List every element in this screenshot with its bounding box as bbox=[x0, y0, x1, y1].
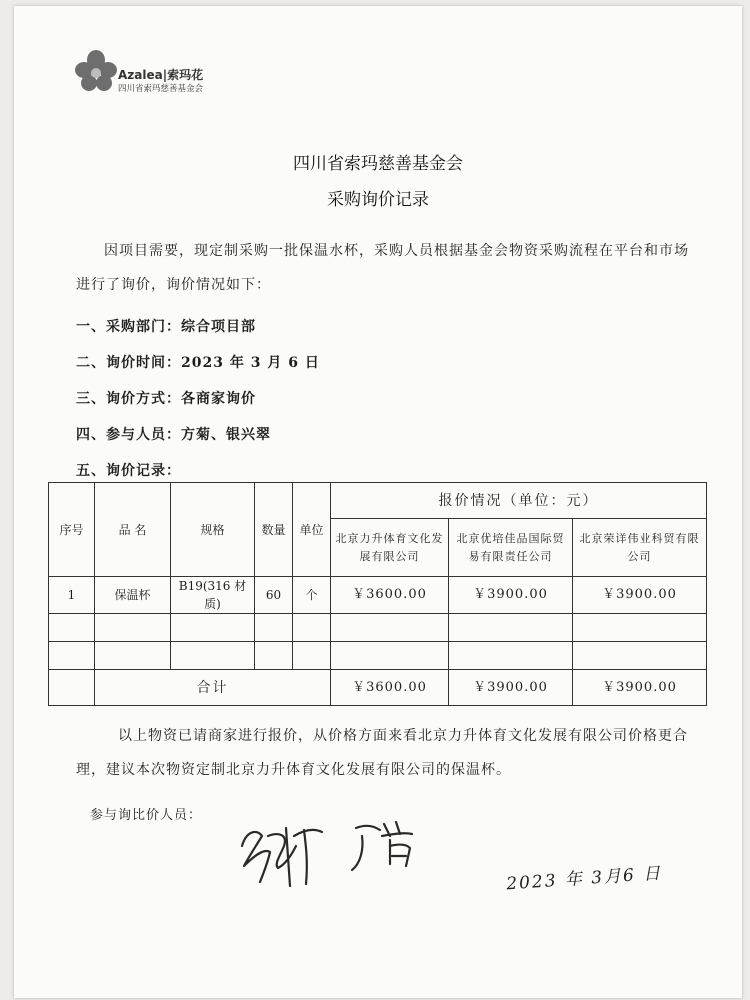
vendor-name: 北京优培佳品国际贸易有限责任公司 bbox=[449, 519, 573, 577]
total-price: ￥3900.00 bbox=[449, 670, 573, 706]
item-department bbox=[76, 316, 256, 336]
signers-label: 参与询比价人员： bbox=[90, 808, 203, 823]
item-label: 三、询价方式： bbox=[76, 391, 181, 407]
cell-unit: 个 bbox=[293, 577, 331, 614]
handwritten-signatures bbox=[234, 806, 434, 896]
col-header-name: 品 名 bbox=[95, 483, 171, 577]
table-row-empty bbox=[49, 642, 707, 670]
col-header-unit: 单位 bbox=[293, 483, 331, 577]
item-value: 综合项目部 bbox=[181, 319, 256, 335]
item-records bbox=[76, 460, 181, 480]
item-method bbox=[76, 388, 256, 408]
col-header-quote: 报价情况（单位：元） bbox=[331, 483, 707, 519]
item-label: 四、参与人员： bbox=[76, 427, 181, 443]
handwritten-date: 2023 年 3月6 日 bbox=[505, 863, 663, 895]
item-value: 2023 年 3 月 6 日 bbox=[181, 355, 320, 371]
cell-price: ￥3900.00 bbox=[573, 577, 707, 614]
vendor-name: 北京荣详伟业科贸有限公司 bbox=[573, 519, 707, 577]
logo-org-text: 四川省索玛慈善基金会 bbox=[118, 84, 204, 94]
item-label: 一、采购部门： bbox=[76, 319, 181, 335]
cell-name: 保温杯 bbox=[95, 577, 171, 614]
logo-brand-text: Azalea|索玛花 bbox=[118, 68, 204, 82]
col-header-spec: 规格 bbox=[171, 483, 255, 577]
item-value: 方菊、银兴翠 bbox=[181, 427, 271, 443]
foundation-logo bbox=[74, 48, 224, 102]
cell-seq: 1 bbox=[49, 577, 95, 614]
azalea-flower-icon bbox=[74, 48, 118, 98]
total-price: ￥3600.00 bbox=[331, 670, 449, 706]
table-row bbox=[49, 577, 707, 614]
col-header-qty: 数量 bbox=[255, 483, 293, 577]
intro-paragraph: 因项目需要，现定制采购一批保温水杯，采购人员根据基金会物资采购流程在平台和市场进行了询价，询价情况如下： bbox=[76, 243, 689, 293]
table-row-empty bbox=[49, 614, 707, 642]
doc-title: 采购询价记录 bbox=[327, 190, 429, 210]
quotation-table bbox=[48, 482, 707, 706]
cell-spec: B19(316 材质) bbox=[171, 577, 255, 614]
item-value: 各商家询价 bbox=[181, 391, 256, 407]
cell-price: ￥3900.00 bbox=[449, 577, 573, 614]
table-total-row bbox=[49, 670, 707, 706]
item-participants bbox=[76, 424, 271, 444]
item-label: 五、询价记录： bbox=[76, 463, 181, 479]
vendor-name: 北京力升体育文化发展有限公司 bbox=[331, 519, 449, 577]
document-page bbox=[14, 6, 742, 998]
cell-price: ￥3600.00 bbox=[331, 577, 449, 614]
total-price: ￥3900.00 bbox=[573, 670, 707, 706]
item-date bbox=[76, 352, 320, 372]
col-header-seq: 序号 bbox=[49, 483, 95, 577]
item-label: 二、询价时间： bbox=[76, 355, 181, 371]
conclusion-paragraph: 以上物资已请商家进行报价，从价格方面来看北京力升体育文化发展有限公司价格更合理，建议本次物资定制北京力升体育文化发展有限公司的保温杯。 bbox=[76, 728, 688, 778]
cell-qty: 60 bbox=[255, 577, 293, 614]
org-title: 四川省索玛慈善基金会 bbox=[293, 154, 463, 174]
total-label: 合计 bbox=[95, 670, 331, 706]
